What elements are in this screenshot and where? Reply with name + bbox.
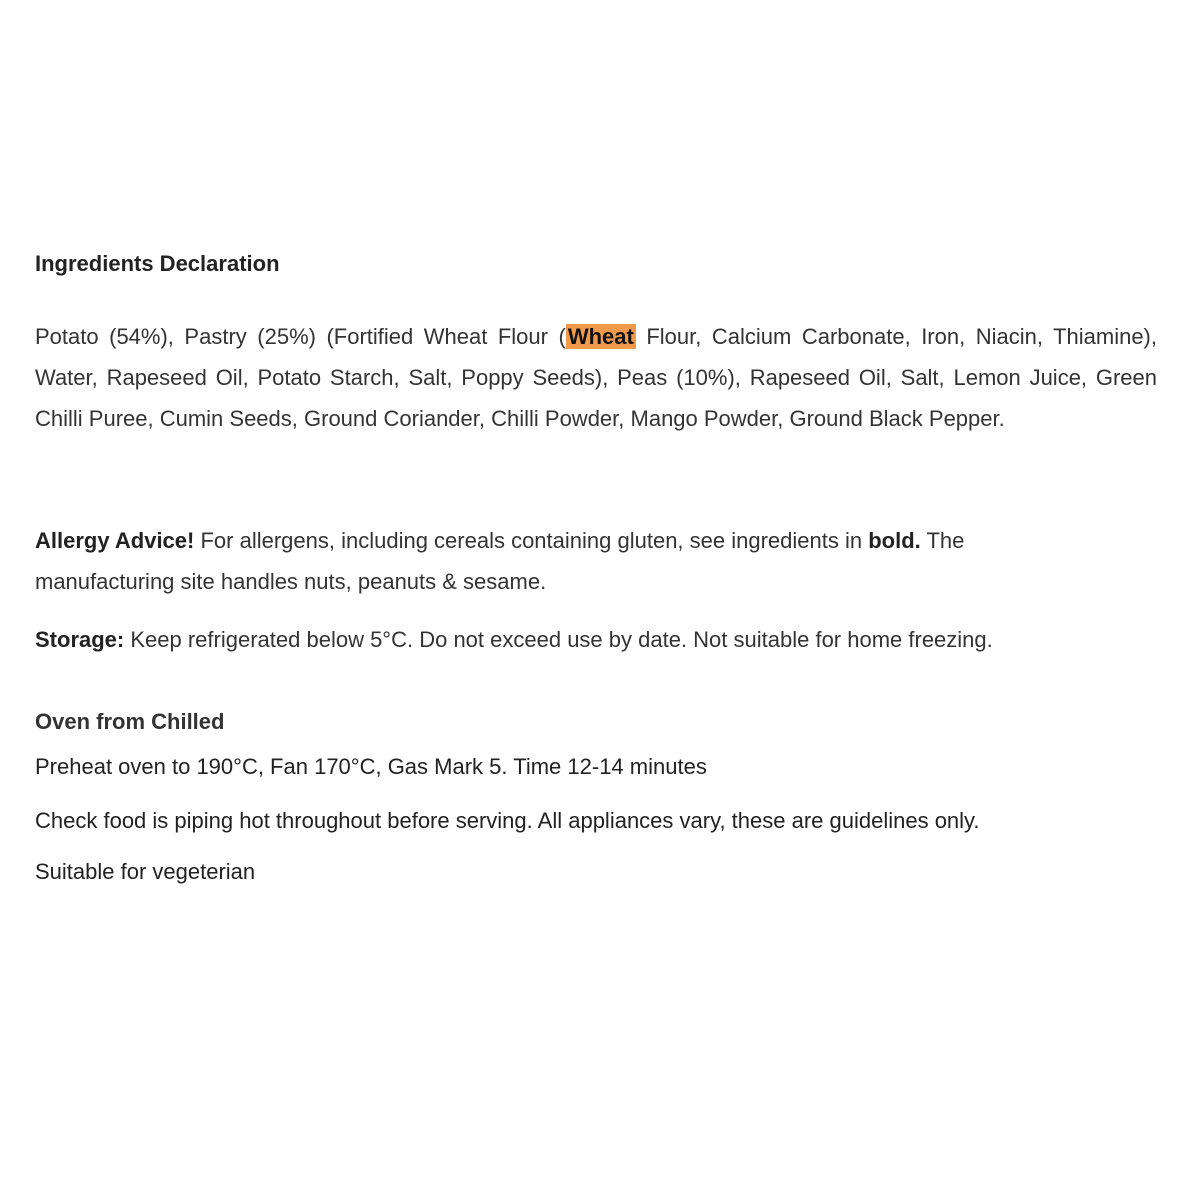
oven-heading: Oven from Chilled	[35, 709, 225, 734]
ingredients-text-end: Flour, Calcium Carbonate, Iron, Niacin, Thiamine), Water, Rapeseed Oil, Potato Starch, Salt, Poppy Seeds), Peas (10%), Rapeseed Oil, Salt, Lemon Juice, Green Chilli Puree, Cumin Seeds, Ground Coriander, Chilli Powder, Mango Powder, Ground Black Pepper.	[35, 324, 1157, 431]
allergy-advice-label: Allergy Advice!	[35, 528, 195, 553]
allergy-bold-word: bold.	[868, 528, 921, 553]
ingredients-list	[35, 316, 1157, 439]
allergy-advice	[35, 520, 1045, 602]
storage-instructions	[35, 619, 1157, 660]
allergen-highlight-wheat: Wheat	[567, 324, 634, 349]
safety-check-note: Check food is piping hot throughout before serving. All appliances vary, these are guidelines only.	[35, 808, 980, 833]
preheat-instructions: Preheat oven to 190°C, Fan 170°C, Gas Mark 5. Time 12-14 minutes	[35, 754, 707, 779]
storage-text: Keep refrigerated below 5°C. Do not exceed use by date. Not suitable for home freezing.	[124, 627, 993, 652]
ingredients-heading: Ingredients Declaration	[35, 251, 280, 276]
ingredients-text-start: Potato (54%), Pastry (25%) (Fortified Wheat Flour (	[35, 324, 566, 349]
suitability-note: Suitable for vegeterian	[35, 859, 256, 884]
allergy-advice-text-end: The manufacturing site handles nuts, peanuts & sesame.	[35, 528, 965, 594]
allergy-advice-text: For allergens, including cereals containing gluten, see ingredients in	[194, 528, 869, 553]
storage-label: Storage:	[35, 627, 125, 652]
